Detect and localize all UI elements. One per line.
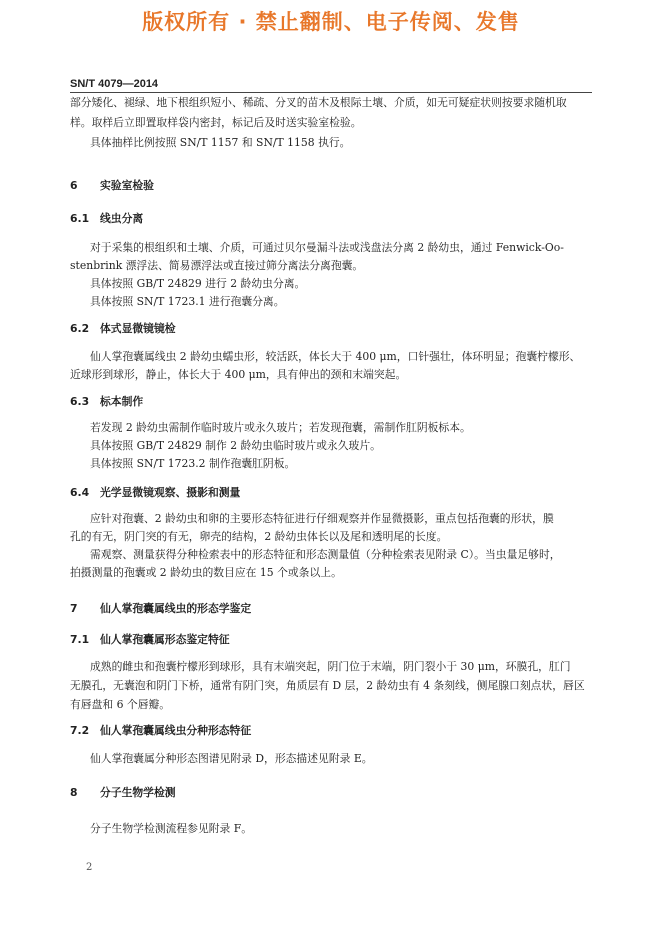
body-line: 若发现 2 龄幼虫需制作临时玻片或永久玻片；若发现孢囊，需制作肛阴板标本。 [90, 421, 471, 434]
standard-code: SN/T 4079—2014 [70, 78, 159, 90]
section-heading-6 [70, 179, 154, 193]
section-heading-6-4 [70, 486, 240, 500]
section-heading-6-2 [70, 322, 176, 336]
section-title: 标本制作 [100, 395, 144, 408]
body-line: 拍摄测量的孢囊或 2 龄幼虫的数目应在 15 个或条以上。 [70, 566, 342, 579]
body-line: 有唇盘和 6 个唇瓣。 [70, 698, 171, 711]
body-line: 近球形到球形，静止，体长大于 400 μm，具有伸出的颈和末端突起。 [70, 368, 407, 381]
body-line: 具体按照 SN/T 1723.2 制作孢囊肛阴板。 [90, 457, 296, 470]
body-line: 分子生物学检测流程参见附录 F。 [90, 822, 253, 835]
section-heading-6-3 [70, 395, 143, 409]
section-heading-7 [70, 602, 251, 616]
section-number: 7.2 [70, 724, 90, 737]
section-heading-7-1 [70, 633, 230, 647]
body-line: 部分矮化、褪绿、地下根组织短小、稀疏、分叉的苗木及根际土壤、介质，如无可疑症状则按要求随机取 [70, 96, 567, 109]
body-line: 孔的有无，阴门突的有无，卵壳的结构，2 龄幼虫体长以及尾和透明尾的长度。 [70, 530, 448, 543]
body-line: 应针对孢囊、2 龄幼虫和卵的主要形态特征进行仔细观察并作显微摄影，重点包括孢囊的形状，膜 [90, 512, 554, 525]
body-line: 无膜孔，无囊泡和阴门下桥，通常有阴门突，角质层有 D 层，2 龄幼虫有 4 条刻线，侧尾腺口刻点状，唇区 [70, 679, 585, 692]
section-number: 6.4 [70, 486, 90, 499]
body-line: 成熟的雌虫和孢囊柠檬形到球形，具有末端突起，阴门位于末端，阴门裂小于 30 μm，环膜孔，肛门 [90, 660, 571, 673]
section-title: 线虫分离 [100, 212, 144, 225]
header-rule [70, 92, 592, 93]
section-title: 仙人掌孢囊属形态鉴定特征 [100, 633, 230, 646]
section-number: 7.1 [70, 633, 90, 646]
section-title: 光学显微镜观察、摄影和测量 [100, 486, 241, 499]
body-line: 样。取样后立即置取样袋内密封，标记后及时送实验室检验。 [70, 116, 362, 129]
body-line: 需观察、测量获得分种检索表中的形态特征和形态测量值（分种检索表见附录 C）。当虫量足够时， [90, 548, 561, 561]
section-number: 8 [70, 786, 78, 799]
body-line: 对于采集的根组织和土壤、介质，可通过贝尔曼漏斗法或浅盘法分离 2 龄幼虫，通过 Fenwick-Oo- [90, 241, 564, 254]
body-line: 仙人掌孢囊属分种形态图谱见附录 D，形态描述见附录 E。 [90, 752, 373, 765]
body-line: 具体按照 GB/T 24829 进行 2 龄幼虫分离。 [90, 277, 306, 290]
section-number: 6.2 [70, 322, 90, 335]
section-number: 7 [70, 602, 78, 615]
section-heading-6-1 [70, 212, 143, 226]
body-line: stenbrink 漂浮法、简易漂浮法或直接过筛分离法分离孢囊。 [70, 259, 364, 272]
section-title: 仙人掌孢囊属线虫分种形态特征 [100, 724, 252, 737]
page-number: 2 [86, 862, 93, 873]
section-title: 仙人掌孢囊属线虫的形态学鉴定 [100, 602, 252, 615]
section-title: 实验室检验 [100, 179, 154, 192]
body-line: 具体按照 GB/T 24829 制作 2 龄幼虫临时玻片或永久玻片。 [90, 439, 381, 452]
body-line: 具体抽样比例按照 SN/T 1157 和 SN/T 1158 执行。 [90, 136, 351, 149]
section-number: 6 [70, 179, 78, 192]
body-line: 仙人掌孢囊属线虫 2 龄幼虫蠕虫形，较活跃，体长大于 400 μm，口针强壮，体环明显；孢囊柠檬形、 [90, 350, 581, 363]
copyright-watermark: 版权所有 · 禁止翻制、电子传阅、发售 [142, 10, 520, 34]
section-title: 体式显微镜镜检 [100, 322, 176, 335]
body-line: 具体按照 SN/T 1723.1 进行孢囊分离。 [90, 295, 285, 308]
section-number: 6.3 [70, 395, 90, 408]
section-heading-7-2 [70, 724, 251, 738]
section-number: 6.1 [70, 212, 90, 225]
section-title: 分子生物学检测 [100, 786, 176, 799]
section-heading-8 [70, 786, 176, 800]
